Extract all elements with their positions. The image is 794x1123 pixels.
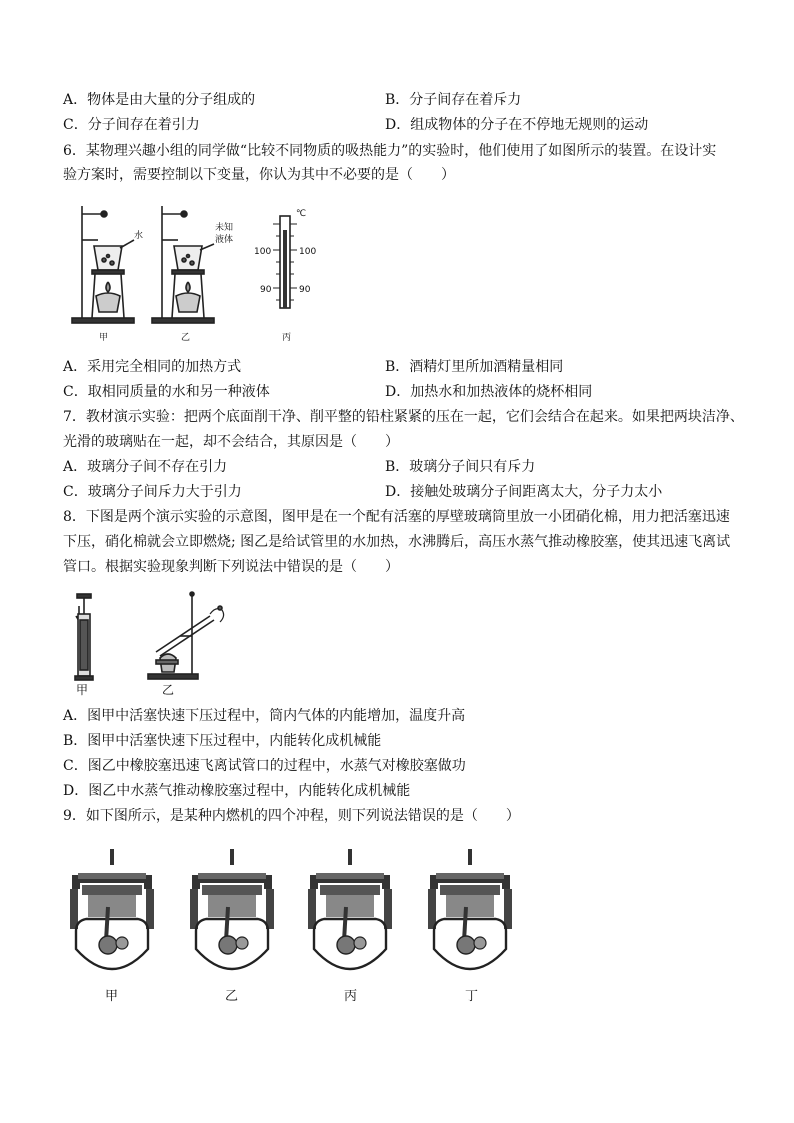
q8-label-jia: 甲 <box>76 683 89 697</box>
q6-label-unknown-2: 液体 <box>215 235 234 245</box>
q6-label-unit: ℃ <box>296 209 307 219</box>
q9-label-yi: 乙 <box>225 989 239 1004</box>
q6-tick-90-right: 90 <box>299 285 311 295</box>
q6-label-water: 水 <box>134 231 144 241</box>
q9-stem-line-1: 9．如下图所示，是某种内燃机的四个冲程，则下列说法错误的是（ ） <box>63 808 520 824</box>
q8-option-a: A．图甲中活塞快速下压过程中，筒内气体的内能增加，温度升高 <box>63 708 466 724</box>
q6-label-unknown-1: 未知 <box>215 223 234 233</box>
q6-tick-100-left: 100 <box>254 247 272 257</box>
q6-option-b: B．酒精灯里所加酒精量相同 <box>385 359 564 375</box>
q9-label-bing: 丙 <box>344 989 358 1004</box>
q6-option-a: A．采用完全相同的加热方式 <box>63 359 242 375</box>
q6-label-jia: 甲 <box>99 333 109 343</box>
q5-option-c: C．分子间存在着引力 <box>63 117 200 133</box>
q8-option-b: B．图甲中活塞快速下压过程中，内能转化成机械能 <box>63 733 382 749</box>
q8-label-yi: 乙 <box>162 683 175 697</box>
q5-option-a: A．物体是由大量的分子组成的 <box>63 92 256 108</box>
q6-option-d: D．加热水和加热液体的烧杯相同 <box>385 384 593 400</box>
q8-option-c: C．图乙中橡胶塞迅速飞离试管口的过程中，水蒸气对橡胶塞做功 <box>63 758 466 774</box>
q6-stem-line-1: 6．某物理兴趣小组的同学做“比较不同物质的吸热能力”的实验时，他们使用了如图所示的装置。在设计实 <box>63 143 717 159</box>
q6-stem-line-2: 验方案时，需要控制以下变量，你认为其中不必要的是（ ） <box>63 167 455 183</box>
q7-option-a: A．玻璃分子间不存在引力 <box>63 459 228 475</box>
q8-stem-line-3: 管口。根据实验现象判断下列说法中错误的是（ ） <box>63 559 399 575</box>
q6-heating-apparatus-figure <box>68 200 338 346</box>
q7-option-d: D．接触处玻璃分子间距离太大，分子力太小 <box>385 484 663 500</box>
q7-stem-line-2: 光滑的玻璃贴在一起，却不会结合，其原因是（ ） <box>63 434 399 450</box>
q7-stem-line-1: 7．教材演示实验：把两个底面削干净、削平整的铅柱紧紧的压在一起，它们会结合在起来。如果把两块洁净、 <box>63 409 744 425</box>
q6-option-c: C．取相同质量的水和另一种液体 <box>63 384 270 400</box>
q6-tick-90-left: 90 <box>260 285 272 295</box>
q8-experiment-figure <box>70 590 240 698</box>
q7-option-b: B．玻璃分子间只有斥力 <box>385 459 536 475</box>
q9-label-ding: 丁 <box>465 989 479 1004</box>
q6-tick-100-right: 100 <box>299 247 317 257</box>
q8-stem-line-1: 8．下图是两个演示实验的示意图，图甲是在一个配有活塞的厚壁玻璃筒里放一小团硝化棉，用力把活塞迅速 <box>63 509 730 525</box>
q8-stem-line-2: 下压，硝化棉就会立即燃烧; 图乙是给试管里的水加热，水沸腾后，高压水蒸气推动橡胶塞，使其迅速飞离试 <box>63 534 731 550</box>
q9-label-jia: 甲 <box>105 989 119 1004</box>
q8-option-d: D．图乙中水蒸气推动橡胶塞过程中，内能转化成机械能 <box>63 783 411 799</box>
q6-label-yi: 乙 <box>181 333 191 343</box>
q5-option-b: B．分子间存在着斥力 <box>385 92 522 108</box>
q6-label-bing: 丙 <box>282 333 292 343</box>
q9-engine-strokes-figure <box>62 845 532 1007</box>
q7-option-c: C．玻璃分子间斥力大于引力 <box>63 484 242 500</box>
q5-option-d: D．组成物体的分子在不停地无规则的运动 <box>385 117 649 133</box>
